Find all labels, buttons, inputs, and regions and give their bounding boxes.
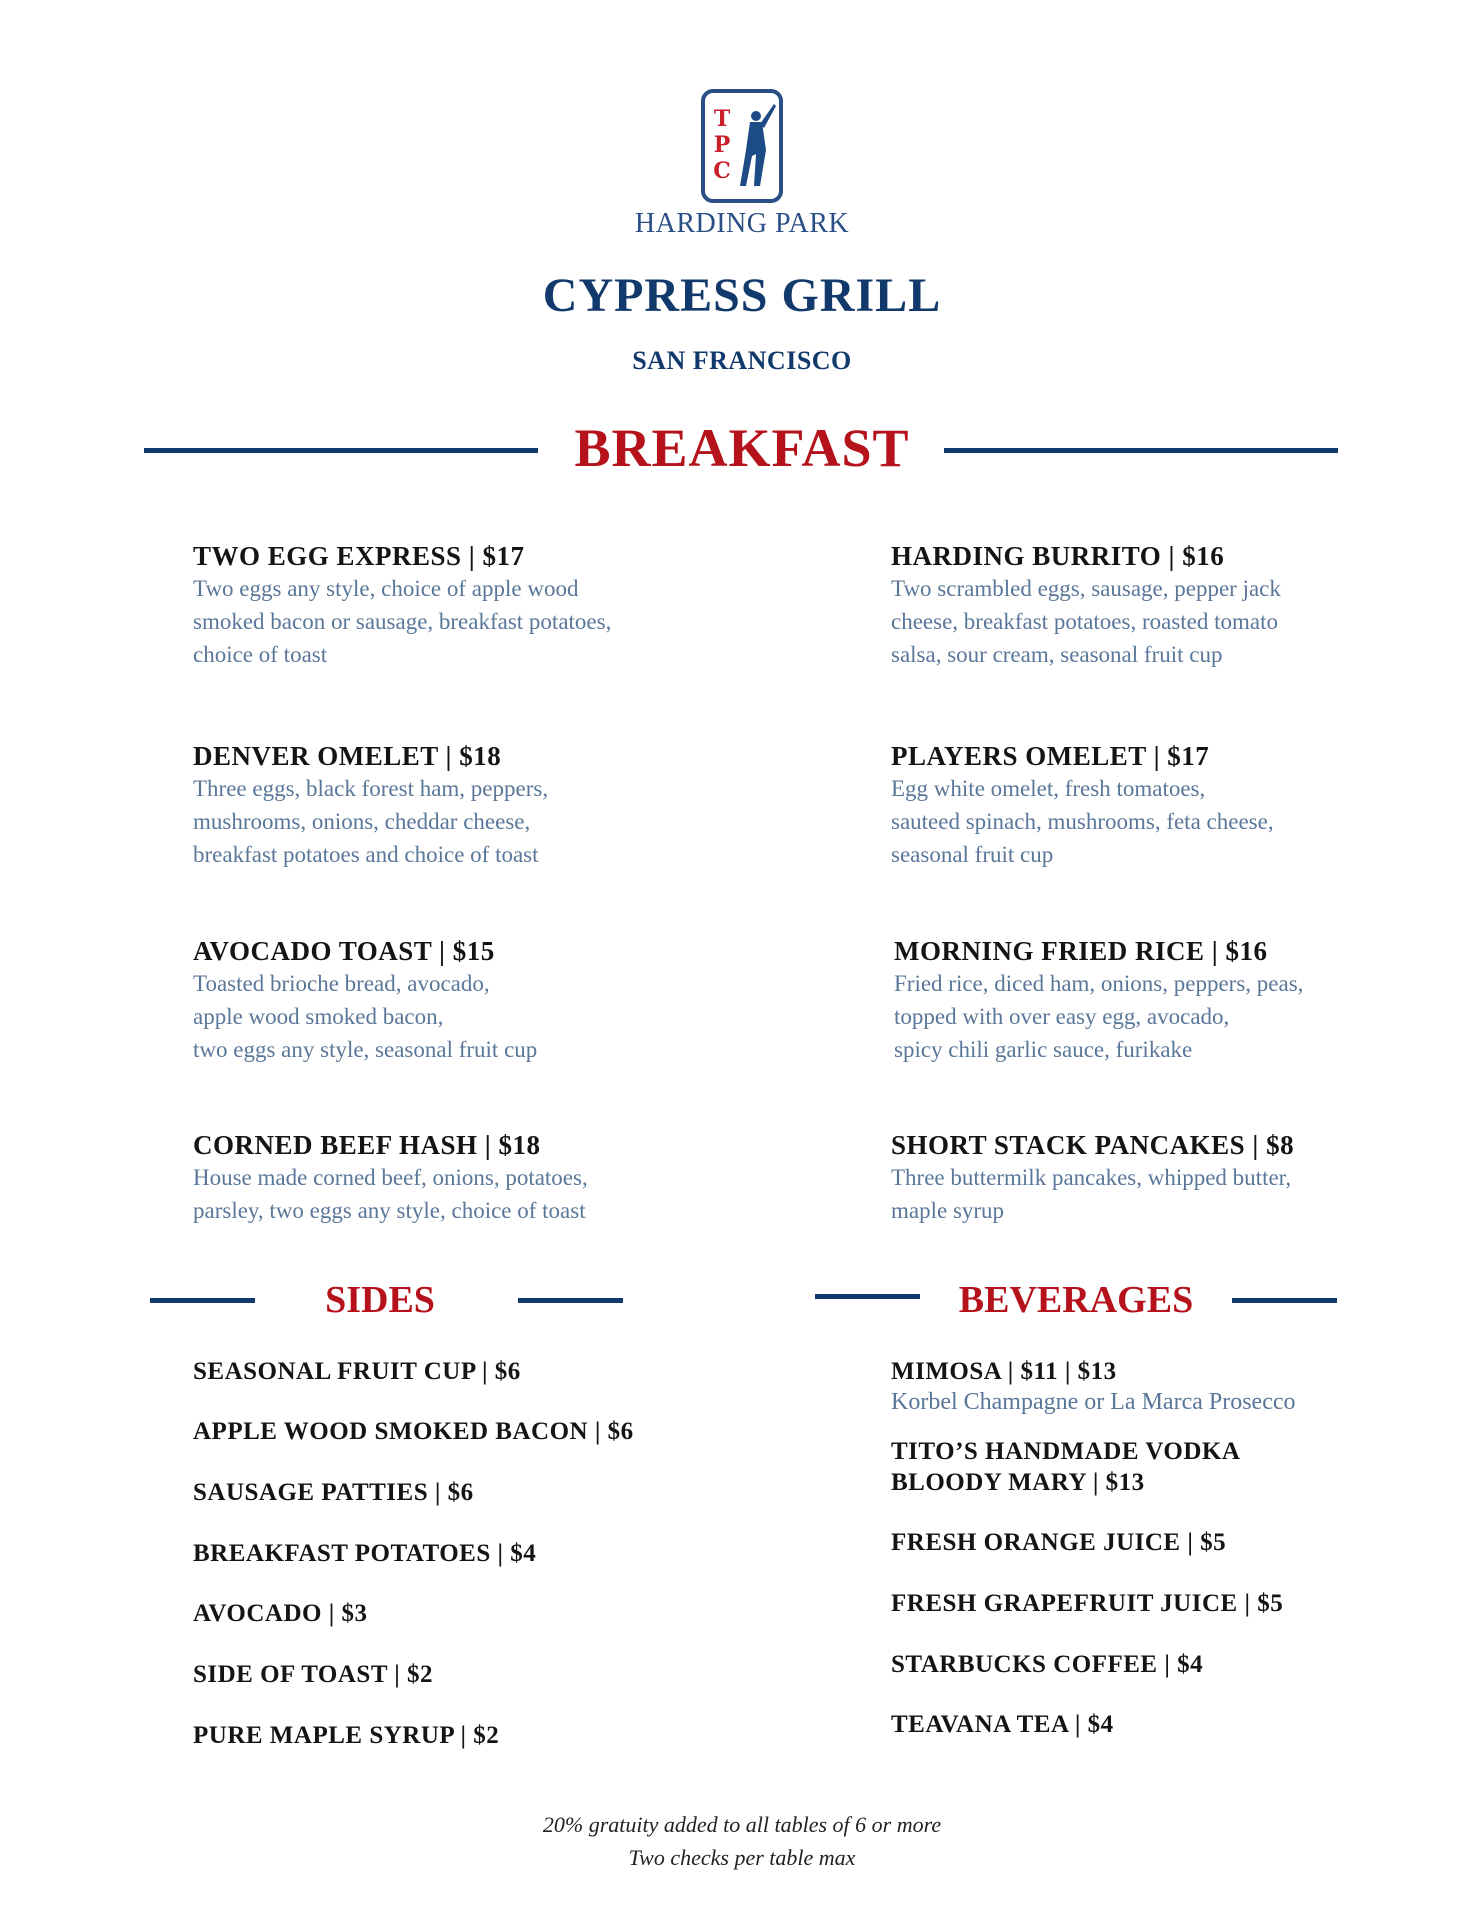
description-line: sauteed spinach, mushrooms, feta cheese, (891, 809, 1274, 834)
description-line: two eggs any style, seasonal fruit cup (193, 1037, 538, 1062)
description-line: Egg white omelet, fresh tomatoes, (891, 776, 1206, 801)
description-line: Toasted brioche bread, avocado, (193, 971, 490, 996)
logo-letter-p: P (713, 132, 731, 158)
description-line: apple wood smoked bacon, (193, 1004, 444, 1029)
logo-text: HARDING PARK (634, 208, 850, 239)
menu-item (193, 740, 663, 871)
beverages-heading: BEVERAGES (958, 1279, 1194, 1321)
sides-rule-left (150, 1298, 255, 1303)
gratuity-note: 20% gratuity added to all tables of 6 or more (542, 1812, 942, 1837)
checks-note: Two checks per table max (628, 1845, 856, 1870)
menu-item (891, 740, 1361, 871)
beverage-item: TEAVANA TEA | $4 (891, 1711, 1114, 1738)
menu-item-description (891, 772, 1361, 871)
beverage-item-mimosa-subtitle: Korbel Champagne or La Marca Prosecco (891, 1389, 1296, 1415)
logo-letter-c: C (713, 158, 731, 184)
side-item: AVOCADO | $3 (193, 1600, 368, 1627)
description-line: spicy chili garlic sauce, furikake (894, 1037, 1193, 1062)
city-name: SAN FRANCISCO (632, 346, 852, 375)
description-line: smoked bacon or sausage, breakfast potatoes, (193, 609, 612, 634)
menu-item (891, 540, 1361, 671)
menu-item (193, 935, 663, 1066)
menu-item-title: SHORT STACK PANCAKES | $8 (891, 1130, 1295, 1160)
side-item: SIDE OF TOAST | $2 (193, 1661, 434, 1688)
menu-item-title: MORNING FRIED RICE | $16 (894, 936, 1268, 966)
menu-item-description (894, 967, 1364, 1066)
menu-item-title: PLAYERS OMELET | $17 (891, 741, 1210, 771)
description-line: parsley, two eggs any style, choice of toast (193, 1198, 586, 1223)
menu-item (193, 540, 663, 671)
description-line: Fried rice, diced ham, onions, peppers, peas, (894, 971, 1304, 996)
menu-item-title: CORNED BEEF HASH | $18 (193, 1130, 541, 1160)
menu-item-description (193, 967, 663, 1066)
beverage-item-mimosa: MIMOSA | $11 | $13 (891, 1358, 1117, 1385)
description-line: salsa, sour cream, seasonal fruit cup (891, 642, 1223, 667)
description-line: seasonal fruit cup (891, 842, 1054, 867)
tpc-logo (700, 88, 784, 204)
logo-letter-t: T (713, 106, 731, 132)
footer-notes (342, 1808, 1142, 1874)
menu-item-description (193, 772, 663, 871)
side-item: BREAKFAST POTATOES | $4 (193, 1540, 537, 1567)
beverage-item-bloody-mary-line1: TITO’S HANDMADE VODKA (891, 1438, 1241, 1465)
beverage-item: FRESH GRAPEFRUIT JUICE | $5 (891, 1590, 1284, 1617)
breakfast-heading: BREAKFAST (574, 418, 910, 478)
menu-item-title: DENVER OMELET | $18 (193, 741, 502, 771)
description-line: breakfast potatoes and choice of toast (193, 842, 539, 867)
menu-item-description (891, 1161, 1361, 1227)
breakfast-rule-left (144, 448, 538, 453)
description-line: cheese, breakfast potatoes, roasted tomato (891, 609, 1279, 634)
beverage-item: FRESH ORANGE JUICE | $5 (891, 1529, 1227, 1556)
description-line: Two eggs any style, choice of apple wood (193, 576, 579, 601)
sides-heading: SIDES (325, 1279, 435, 1321)
description-line: mushrooms, onions, cheddar cheese, (193, 809, 531, 834)
menu-item-description (193, 1161, 663, 1227)
menu-item-description (193, 572, 663, 671)
description-line: topped with over easy egg, avocado, (894, 1004, 1230, 1029)
sides-rule-right (518, 1298, 623, 1303)
description-line: choice of toast (193, 642, 328, 667)
breakfast-rule-right (944, 448, 1338, 453)
menu-item-title: AVOCADO TOAST | $15 (193, 936, 495, 966)
description-line: Two scrambled eggs, sausage, pepper jack (891, 576, 1281, 601)
menu-item (193, 1129, 663, 1227)
description-line: Three eggs, black forest ham, peppers, (193, 776, 549, 801)
beverages-rule-left (815, 1294, 920, 1299)
description-line: maple syrup (891, 1198, 1005, 1223)
side-item: SAUSAGE PATTIES | $6 (193, 1479, 474, 1506)
menu-item-title: TWO EGG EXPRESS | $17 (193, 541, 525, 571)
menu-item (891, 1129, 1361, 1227)
description-line: Three buttermilk pancakes, whipped butter, (891, 1165, 1292, 1190)
menu-item (894, 935, 1364, 1066)
description-line: House made corned beef, onions, potatoes, (193, 1165, 588, 1190)
menu-item-title: HARDING BURRITO | $16 (891, 541, 1225, 571)
beverage-item: STARBUCKS COFFEE | $4 (891, 1651, 1204, 1678)
beverages-rule-right (1232, 1298, 1337, 1303)
side-item: SEASONAL FRUIT CUP | $6 (193, 1358, 521, 1385)
menu-item-description (891, 572, 1361, 671)
side-item: PURE MAPLE SYRUP | $2 (193, 1722, 500, 1749)
restaurant-name: CYPRESS GRILL (542, 269, 942, 322)
side-item: APPLE WOOD SMOKED BACON | $6 (193, 1418, 634, 1445)
beverage-item-bloody-mary-line2: BLOODY MARY | $13 (891, 1469, 1145, 1496)
